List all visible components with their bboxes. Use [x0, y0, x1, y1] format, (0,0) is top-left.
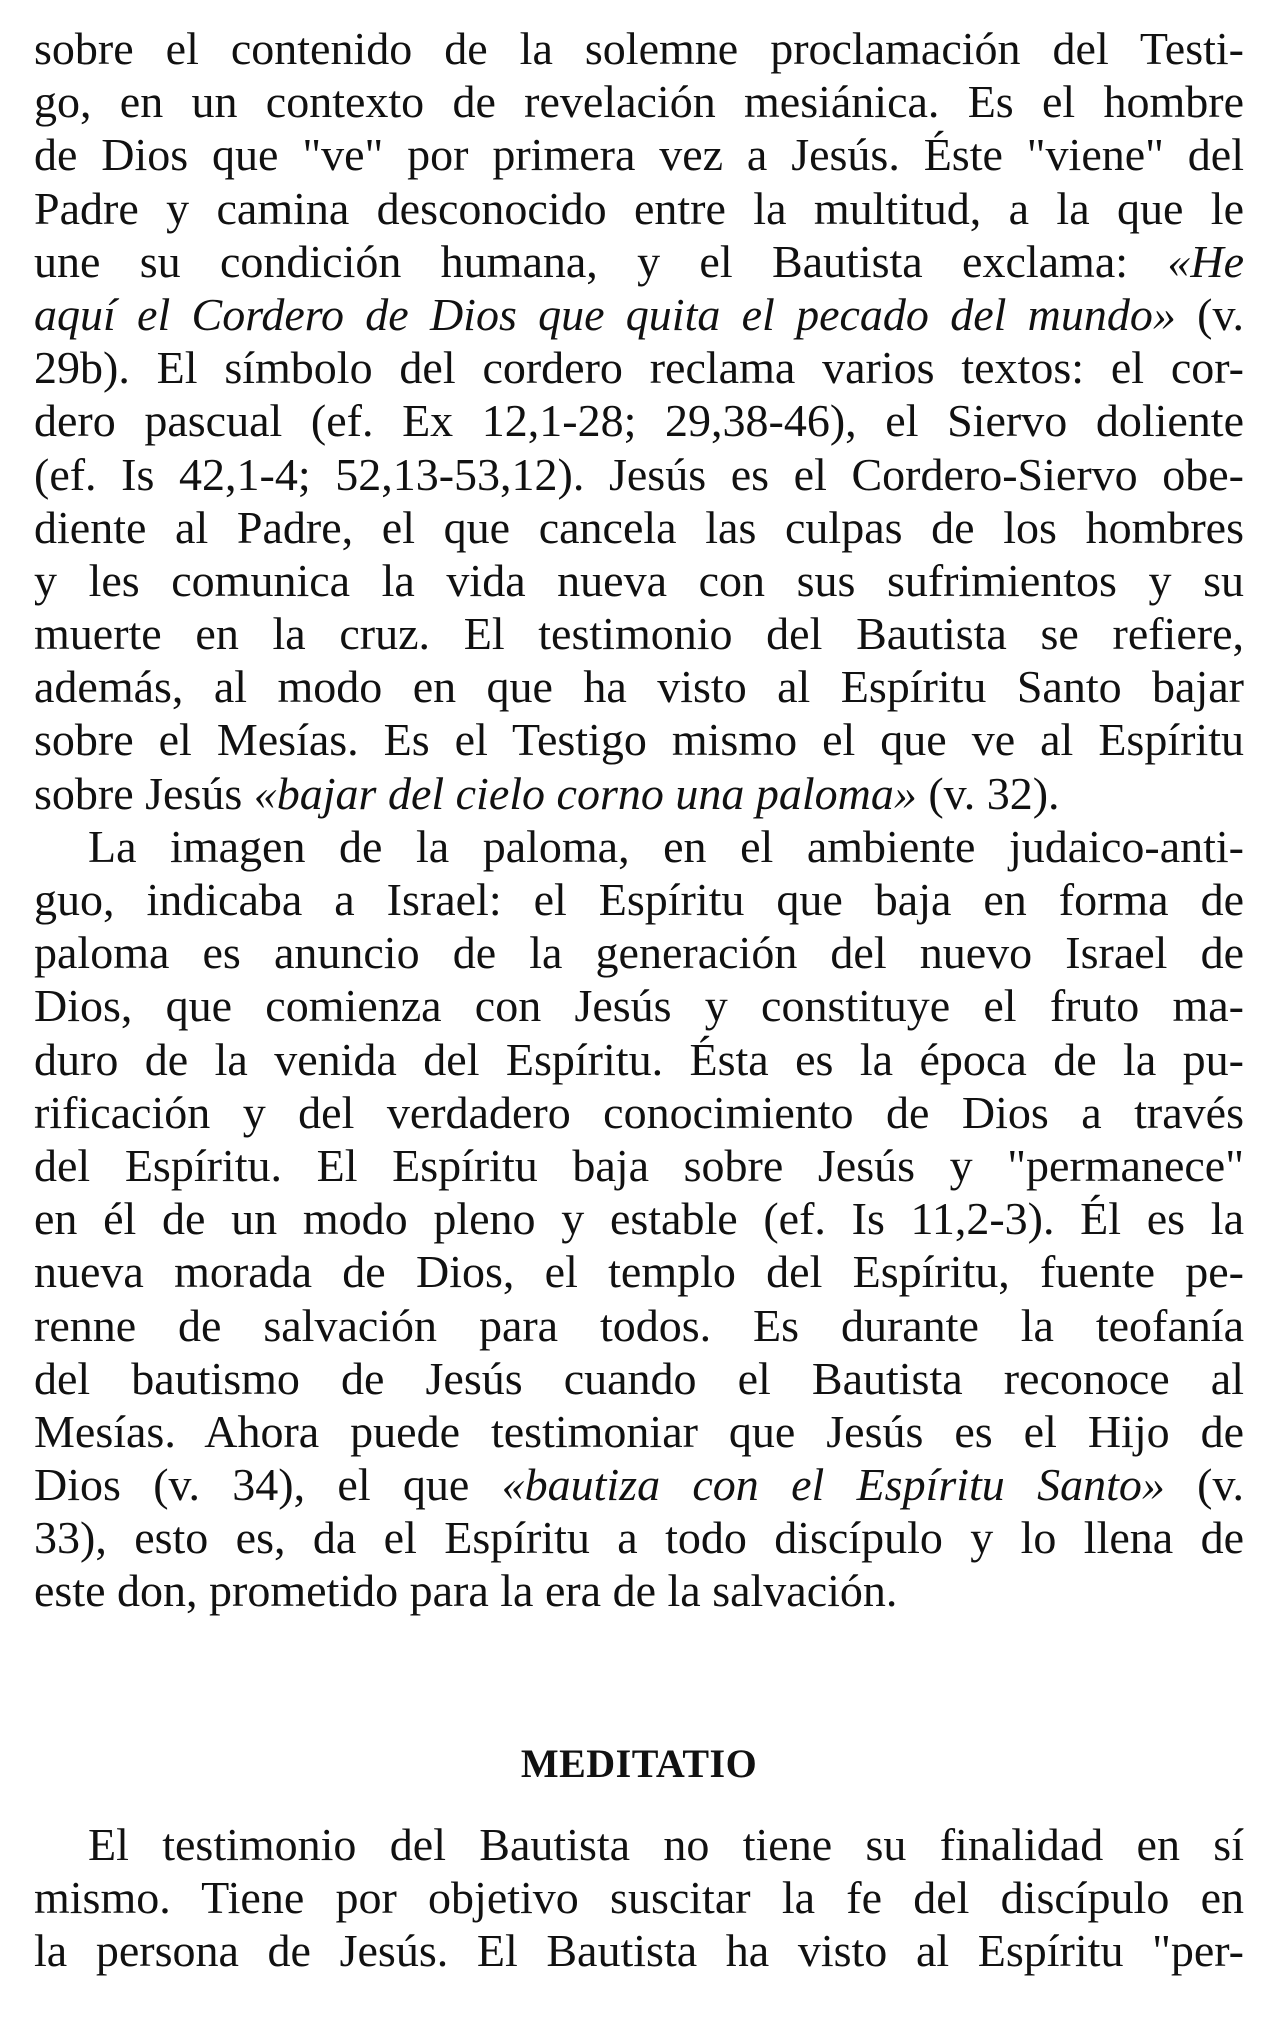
text-line: (ef. Is 42,1-4; 52,13-53,12). Jesús es el Cordero-Siervo obe-: [34, 448, 1244, 500]
text-segment: sobre Jesús: [34, 767, 243, 819]
text-line: duro de la venida del Espíritu. Ésta es la época de la pu-: [34, 1033, 1244, 1085]
text-line: Dios, que comienza con Jesús y constituye el fruto ma-: [34, 980, 1244, 1032]
text-line: del bautismo de Jesús cuando el Bautista reconoce al: [34, 1352, 1244, 1404]
section-spacer: [34, 1792, 1244, 1818]
text-line: y les comunica la vida nueva con sus sufrimientos y su: [34, 554, 1244, 606]
quote-text: aquí el Cordero de Dios que quita el pecado del mundo»: [34, 288, 1176, 340]
text-line: sobre el contenido de la solemne proclamación del Testi-: [34, 23, 1244, 74]
text-line: además, al modo en que ha visto al Espíritu Santo bajar: [34, 661, 1244, 713]
quote-text: «bautiza con el Espíritu Santo»: [501, 1459, 1165, 1511]
verse-ref: (v.: [1197, 1459, 1245, 1511]
verse-ref: (v.: [1197, 288, 1245, 340]
text-line: la persona de Jesús. El Bautista ha visto al Espíritu "per-: [34, 1925, 1244, 1976]
quote-text: «bajar del cielo corno una paloma»: [253, 767, 917, 819]
text-line: 33), esto es, da el Espíritu a todo discípulo y lo llena de: [34, 1512, 1244, 1564]
text-line: El testimonio del Bautista no tiene su finalidad en sí: [88, 1818, 1244, 1870]
text-line: La imagen de la paloma, en el ambiente judaico-anti-: [88, 820, 1244, 872]
text-line: nueva morada de Dios, el templo del Espíritu, fuente pe-: [34, 1246, 1244, 1298]
text-line: dero pascual (ef. Ex 12,1-28; 29,38-46), el Siervo doliente: [34, 395, 1244, 447]
text-line: [34, 1458, 1244, 1511]
text-line: paloma es anuncio de la generación del nuevo Israel de: [34, 927, 1244, 979]
text-line: [34, 767, 1244, 820]
text-line: rificación y del verdadero conocimiento de Dios a través: [34, 1086, 1244, 1138]
text-line: renne de salvación para todos. Es durante la teofanía: [34, 1299, 1244, 1351]
text-line: en él de un modo pleno y estable (ef. Is 11,2-3). Él es la: [34, 1193, 1244, 1245]
text-line: [34, 235, 1244, 288]
text-line: go, en un contexto de revelación mesiánica. Es el hombre: [34, 76, 1244, 128]
quote-start: «He: [1167, 235, 1245, 287]
text-line: diente al Padre, el que cancela las culpas de los hombres: [34, 501, 1244, 553]
text-line: del Espíritu. El Espíritu baja sobre Jesús y "permanece": [34, 1139, 1244, 1191]
text-line: sobre el Mesías. Es el Testigo mismo el que ve al Espíritu: [34, 714, 1244, 766]
paragraph-1: [34, 22, 1244, 820]
text-line: 29b). El símbolo del cordero reclama varios textos: el cor-: [34, 342, 1244, 394]
text-segment: une su condición humana, y el Bautista exclama:: [34, 235, 1129, 287]
book-page: [34, 22, 1244, 1977]
text-line: de Dios que "ve" por primera vez a Jesús. Éste "viene" del: [34, 129, 1244, 181]
paragraph-2: [34, 820, 1244, 1618]
text-line: Mesías. Ahora puede testimoniar que Jesús es el Hijo de: [34, 1405, 1244, 1457]
section-spacer: [34, 1618, 1244, 1736]
paragraph-3: [34, 1818, 1244, 1978]
verse-ref: (v. 32).: [928, 767, 1060, 819]
section-heading: MEDITATIO: [520, 1740, 758, 1786]
text-segment: Dios (v. 34), el que: [34, 1459, 470, 1511]
text-line: [34, 288, 1244, 341]
text-line: Padre y camina desconocido entre la multitud, a la que le: [34, 182, 1244, 234]
text-line: muerte en la cruz. El testimonio del Bautista se refiere,: [34, 608, 1244, 660]
text-line: este don, prometido para la era de la salvación.: [34, 1565, 898, 1617]
text-line: guo, indicaba a Israel: el Espíritu que baja en forma de: [34, 874, 1244, 925]
text-line: mismo. Tiene por objetivo suscitar la fe del discípulo en: [34, 1871, 1244, 1923]
